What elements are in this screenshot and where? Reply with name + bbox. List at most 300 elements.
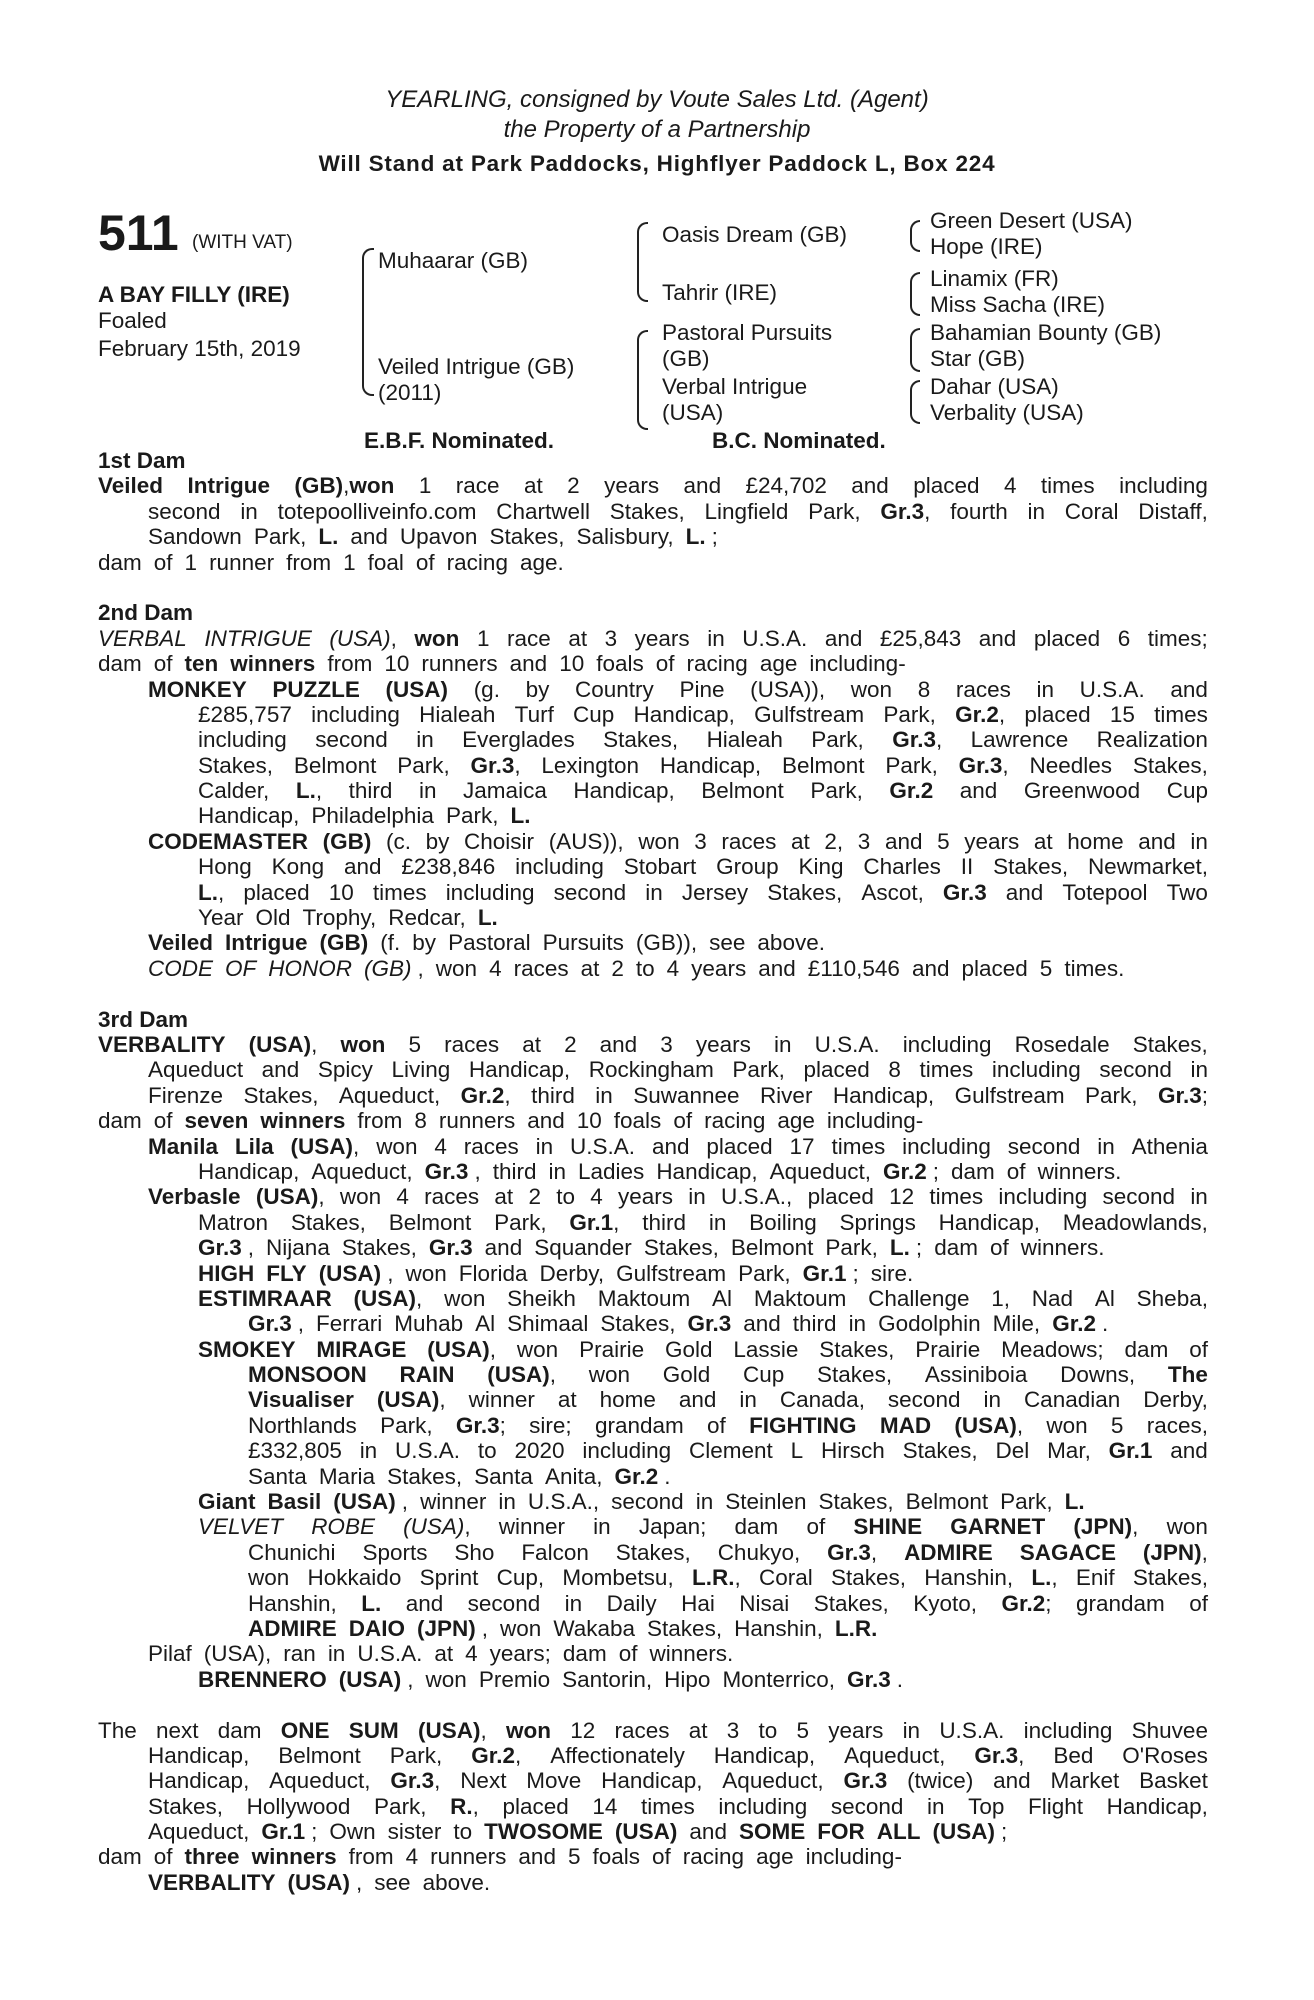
word: in	[595, 1082, 613, 1108]
word: runners	[421, 651, 498, 677]
word: (JPN) ,	[417, 1615, 489, 1641]
word: Sandown	[148, 524, 242, 550]
text-line	[98, 677, 1208, 702]
foaled-label: Foaled	[98, 308, 167, 333]
word: including	[198, 727, 287, 753]
word: Sheikh	[507, 1285, 576, 1311]
word: age	[756, 1844, 794, 1870]
word: Manila	[148, 1133, 219, 1159]
word: Philadelphia	[311, 803, 434, 829]
word: Belmont	[730, 1235, 814, 1261]
word: Aqueduct,	[311, 1158, 413, 1184]
pedigree-bracket-sire	[637, 222, 648, 302]
text-line	[98, 1311, 1208, 1336]
word: (GB) ,	[364, 955, 424, 981]
word: 6	[1117, 625, 1131, 651]
ebf-nomination: E.B.F. Nominated.	[364, 428, 555, 453]
word: third	[792, 1311, 837, 1337]
word: 15	[1109, 701, 1135, 727]
pedigree-ssd: Hope (IRE)	[930, 234, 1043, 259]
word: including-	[805, 1844, 902, 1870]
word: including	[902, 1133, 991, 1159]
word: Boiling	[749, 1209, 817, 1235]
word: Belmont	[905, 1489, 989, 1515]
word: Falcon	[521, 1539, 589, 1565]
word: Hanshin,	[248, 1590, 337, 1616]
word: Maria	[318, 1463, 376, 1489]
word: Rosedale	[1014, 1031, 1110, 1057]
word: MIRAGE	[316, 1336, 407, 1362]
word: BRENNERO	[198, 1666, 327, 1692]
word: Handicap,	[198, 1158, 300, 1184]
word: GARNET	[950, 1514, 1046, 1540]
word: Belmont	[293, 752, 377, 778]
word: L.	[1064, 1489, 1085, 1515]
word: DAIO	[348, 1615, 405, 1641]
word: Maktoum	[597, 1285, 691, 1311]
word: and	[978, 625, 1017, 651]
section-heading: 3rd Dam	[98, 1006, 189, 1032]
word: L.,	[295, 778, 323, 804]
word: L.R.	[834, 1615, 878, 1641]
word: Mombetsu,	[562, 1565, 674, 1591]
word: Handicap,	[573, 778, 675, 804]
word: and	[1005, 879, 1044, 905]
word: race	[507, 625, 551, 651]
word: Cup	[573, 701, 615, 727]
word: sire;	[529, 1412, 572, 1438]
word: and	[509, 651, 548, 677]
word: Stakes,	[148, 1793, 224, 1819]
word: Lassie	[733, 1336, 799, 1362]
text-line	[98, 1413, 1208, 1438]
word: to	[635, 955, 655, 981]
section-gap	[98, 575, 1208, 600]
word: Aqueduct	[148, 1057, 244, 1083]
word: Park,	[825, 1235, 878, 1261]
word: in	[1027, 498, 1045, 524]
word: Stakes,	[615, 1539, 691, 1565]
text-line	[98, 930, 1208, 955]
word: L.	[361, 1590, 382, 1616]
word: in	[645, 879, 663, 905]
word: above.	[757, 930, 825, 956]
word: ROBE	[311, 1514, 375, 1540]
word: Stakes,	[1132, 752, 1208, 778]
word: Stakes,	[902, 1438, 978, 1464]
pedigree-dam-dam-2: (USA)	[662, 400, 724, 425]
word: U.S.A.	[357, 1641, 423, 1667]
word: (USA),	[248, 1031, 318, 1057]
word: Charles	[863, 854, 941, 880]
word: won	[500, 1615, 542, 1641]
word: to	[758, 1717, 778, 1743]
word: 3	[726, 1717, 740, 1743]
word: in	[848, 1311, 867, 1337]
word: Trophy,	[302, 905, 377, 931]
word: Lila	[234, 1133, 274, 1159]
word: (USA) ,	[333, 1489, 409, 1515]
word: Flight	[1027, 1793, 1083, 1819]
word: 1	[184, 549, 198, 575]
word: Gr.1 ;	[261, 1819, 318, 1845]
word: fourth	[950, 498, 1008, 524]
word: at	[568, 625, 588, 651]
word: 3	[857, 828, 871, 854]
word: and	[518, 1844, 556, 1870]
word: TWOSOME	[484, 1819, 603, 1845]
word: at	[580, 955, 600, 981]
word: Sheba,	[1136, 1285, 1208, 1311]
word: totepoolliveinfo.com	[277, 498, 477, 524]
word: Two	[1166, 879, 1208, 905]
word: The	[1167, 1362, 1208, 1388]
word: won	[638, 828, 680, 854]
word: including	[515, 854, 604, 880]
word: Hialeah	[706, 727, 783, 753]
word: (USA),	[203, 1641, 272, 1667]
word: L.,	[1031, 1565, 1058, 1591]
word: races,	[1146, 1412, 1208, 1438]
word: VERBALITY	[148, 1869, 276, 1895]
word: Park,	[397, 752, 450, 778]
word: VERBALITY	[98, 1031, 226, 1057]
word: in	[688, 1184, 706, 1210]
word: Distaff,	[1138, 498, 1208, 524]
word: age.	[519, 549, 564, 575]
pedigree-dsd: Star (GB)	[930, 346, 1026, 371]
word: dam	[98, 549, 142, 575]
text-line	[98, 1337, 1208, 1362]
word: Intrigue	[225, 930, 308, 956]
word: three	[184, 1844, 240, 1870]
word: Aqueduct,	[722, 1768, 824, 1794]
word: won	[425, 1666, 467, 1692]
word: and	[651, 1133, 690, 1159]
word: Turf	[514, 701, 554, 727]
word: 4	[396, 1184, 409, 1210]
word: Veiled	[98, 473, 164, 499]
word: won	[1046, 1412, 1088, 1438]
word: O'Roses	[1122, 1742, 1208, 1768]
text-line	[98, 1134, 1208, 1159]
word: Jersey	[681, 879, 749, 905]
word: 1	[476, 625, 490, 651]
word: second	[887, 1387, 961, 1413]
word: of	[806, 1514, 826, 1540]
word: years	[691, 955, 747, 981]
word: 12	[889, 1184, 915, 1210]
word: Clement	[689, 1438, 773, 1464]
word: 4	[666, 955, 680, 981]
word: (USA)	[614, 1819, 678, 1845]
word: of	[673, 1108, 693, 1134]
word: and	[1170, 676, 1208, 702]
word: in	[564, 1590, 583, 1616]
word: and	[1138, 828, 1176, 854]
word: Ascot,	[861, 879, 924, 905]
word: L.	[510, 803, 531, 829]
word: Hialeah	[419, 701, 496, 727]
word: (USA),	[418, 1717, 487, 1743]
text-line	[98, 1261, 1208, 1286]
word: to	[477, 1438, 497, 1464]
word: runners	[438, 1108, 516, 1134]
text-line	[98, 880, 1208, 905]
pedigree-sss: Green Desert (USA)	[930, 208, 1133, 233]
word: Kong	[271, 854, 325, 880]
word: including	[998, 1184, 1088, 1210]
word: won	[376, 1133, 418, 1159]
word: in	[739, 1387, 757, 1413]
word: 3	[694, 828, 707, 854]
text-line	[98, 1540, 1208, 1565]
word: winner	[468, 1387, 535, 1413]
word: won	[444, 1285, 486, 1311]
word: Stakes,	[767, 879, 843, 905]
word: third	[348, 778, 393, 804]
word: in	[1097, 1133, 1115, 1159]
word: racing	[682, 1844, 745, 1870]
word: Gr.2 .	[1052, 1311, 1109, 1337]
word: II	[960, 854, 974, 880]
word: Stakes,	[489, 524, 565, 550]
word: Park,	[389, 1742, 443, 1768]
word: and	[743, 1311, 781, 1337]
word: L.	[477, 905, 498, 931]
text-line	[98, 1641, 1208, 1666]
text-line	[98, 1794, 1208, 1819]
word: Park,	[811, 727, 864, 753]
word: 8	[414, 1108, 427, 1134]
word: SHINE	[853, 1514, 923, 1540]
word: (USA),	[353, 1285, 423, 1311]
word: 5	[1110, 1412, 1124, 1438]
word: Choisir	[464, 828, 535, 854]
text-line	[98, 1667, 1208, 1692]
word: of	[655, 651, 675, 677]
text-line	[98, 1159, 1208, 1184]
lot-number: 511	[98, 205, 179, 261]
word: races	[463, 1133, 519, 1159]
word: by	[425, 828, 450, 854]
word: Meadows;	[1001, 1336, 1104, 1362]
text-line	[98, 1210, 1208, 1235]
word: Chukyo,	[717, 1539, 801, 1565]
word: second	[467, 1590, 541, 1616]
word: Hollywood	[246, 1793, 351, 1819]
word: Intrigue	[187, 473, 270, 499]
word: Stakes,	[643, 1235, 719, 1261]
word: (USA),	[427, 1336, 497, 1362]
section-gap	[98, 1692, 1208, 1717]
word: 2020	[514, 1438, 565, 1464]
word: including-	[809, 651, 906, 677]
word: Giant	[198, 1489, 256, 1515]
text-line	[98, 524, 1208, 549]
text-line	[98, 1032, 1208, 1057]
text-line	[98, 854, 1208, 879]
word: Sprint	[419, 1565, 479, 1591]
text-line	[98, 1616, 1208, 1641]
word: won	[516, 1336, 559, 1362]
word: (USA),	[290, 1133, 360, 1159]
pedigree-dam-year: (2011)	[378, 380, 442, 405]
word: Aqueduct,	[269, 1768, 371, 1794]
word: in	[695, 1489, 714, 1515]
word: 1	[418, 473, 432, 499]
word: Handicap,	[468, 1057, 571, 1083]
word: £25,843	[879, 625, 962, 651]
word: sire.	[870, 1260, 914, 1286]
word: runners	[430, 1844, 507, 1870]
word: Cup	[1166, 778, 1208, 804]
word: including	[991, 1057, 1081, 1083]
word: Matron	[198, 1209, 269, 1235]
word: (USA),	[487, 1362, 556, 1388]
word: Park,	[885, 752, 938, 778]
word: Park,	[1000, 1489, 1053, 1515]
word: Coral	[1064, 498, 1119, 524]
word: times	[831, 1133, 886, 1159]
word: to	[453, 1819, 473, 1845]
pedigree-sdd: Miss Sacha (IRE)	[930, 292, 1106, 317]
word: placed	[807, 1184, 874, 1210]
word: won	[414, 625, 460, 651]
word: Year	[198, 905, 244, 931]
text-line	[98, 1235, 1208, 1260]
word: Derby,	[1143, 1387, 1208, 1413]
word: dam	[1124, 1336, 1169, 1362]
text-line	[98, 1387, 1208, 1412]
word: in	[359, 1438, 378, 1464]
pedigree-sds: Linamix (FR)	[930, 266, 1059, 291]
word: OF	[225, 955, 257, 981]
word: Stakes,	[341, 1235, 417, 1261]
word: in	[240, 498, 258, 524]
pedigree-sire-sire: Oasis Dream (GB)	[662, 222, 848, 247]
word: to	[556, 1184, 575, 1210]
word: Realization	[1096, 727, 1208, 753]
word: 10	[328, 879, 354, 905]
word: Firenze	[148, 1082, 224, 1108]
word: second	[830, 1793, 904, 1819]
word: and	[527, 1108, 565, 1134]
word: in	[1190, 1057, 1208, 1083]
word: ALL	[876, 1819, 921, 1845]
word: times	[641, 1793, 695, 1819]
word: Coral	[758, 1565, 813, 1591]
text-line	[98, 1362, 1208, 1387]
word: years	[695, 1031, 751, 1057]
pedigree-bracket-dd	[910, 380, 920, 424]
word: in	[535, 1133, 554, 1159]
word: RAIN	[399, 1362, 455, 1388]
word: of	[1189, 1336, 1208, 1362]
word: at	[557, 1387, 577, 1413]
word: dam	[951, 1158, 995, 1184]
word: Salisbury,	[576, 524, 674, 550]
word: Handicap,	[713, 1742, 816, 1768]
text-line	[98, 1743, 1208, 1768]
word: in	[1190, 1184, 1208, 1210]
word: at	[791, 828, 810, 854]
word: 4	[465, 1641, 478, 1667]
word: (USA)),	[750, 676, 826, 702]
word: Hokkaido	[307, 1565, 402, 1591]
text-line	[98, 727, 1208, 752]
word: second	[611, 1489, 684, 1515]
word: Gr.2;	[1001, 1590, 1052, 1616]
word: in	[707, 625, 725, 651]
word: (g.	[473, 676, 500, 702]
word: Handicap,	[148, 1742, 250, 1768]
word: home	[599, 1387, 656, 1413]
word: from	[357, 1108, 403, 1134]
word: U.S.A.,	[721, 1184, 793, 1210]
word: and	[959, 778, 998, 804]
word: times	[919, 1057, 974, 1083]
word: Ferrari	[316, 1311, 383, 1337]
word: Move	[526, 1768, 582, 1794]
word: Stakes,	[1132, 1031, 1208, 1057]
word: HONOR	[268, 955, 353, 981]
word: age	[777, 1108, 815, 1134]
word: won	[850, 676, 893, 702]
word: SUM	[348, 1717, 399, 1743]
word: from	[327, 651, 373, 677]
word: Gulfstream	[616, 1260, 727, 1286]
word: R.,	[450, 1793, 479, 1819]
word: CODEMASTER	[148, 828, 309, 854]
word: Park,	[374, 1793, 427, 1819]
word: Park,	[883, 701, 936, 727]
word: won	[1166, 1514, 1208, 1540]
word: second	[1099, 1057, 1172, 1083]
word: Pilaf	[148, 1641, 192, 1667]
word: in	[416, 727, 434, 753]
word: U.S.A.,	[527, 1489, 600, 1515]
stand-line: Will Stand at Park Paddocks, Highflyer Paddock L, Box 224	[318, 151, 996, 176]
word: 5	[408, 1031, 422, 1057]
word: Own	[329, 1819, 376, 1845]
word: Godolphin	[878, 1311, 981, 1337]
word: won	[506, 1717, 552, 1743]
word: dam	[98, 1844, 142, 1870]
word: Park,	[1085, 1082, 1138, 1108]
word: Handicap,	[938, 1209, 1040, 1235]
word: Handicap,	[1106, 1793, 1208, 1819]
word: and	[824, 625, 863, 651]
word: years;	[489, 1641, 551, 1667]
word: times	[372, 879, 427, 905]
pedigree-bracket-ds	[910, 328, 920, 372]
word: £332,805	[248, 1438, 342, 1464]
text-line	[98, 1464, 1208, 1489]
word: dam	[734, 1514, 779, 1540]
word: second	[1102, 1184, 1176, 1210]
word: see	[709, 930, 746, 956]
word: Stakes,	[600, 1311, 676, 1337]
foaled-date: February 15th, 2019	[98, 336, 301, 361]
word: from	[348, 1844, 394, 1870]
word: times;	[1147, 625, 1208, 651]
word: Prairie	[579, 1336, 645, 1362]
word: placed	[803, 1057, 870, 1083]
word: grandam	[594, 1412, 684, 1438]
word: seven	[184, 1108, 249, 1134]
word: (GB),won	[294, 473, 395, 499]
